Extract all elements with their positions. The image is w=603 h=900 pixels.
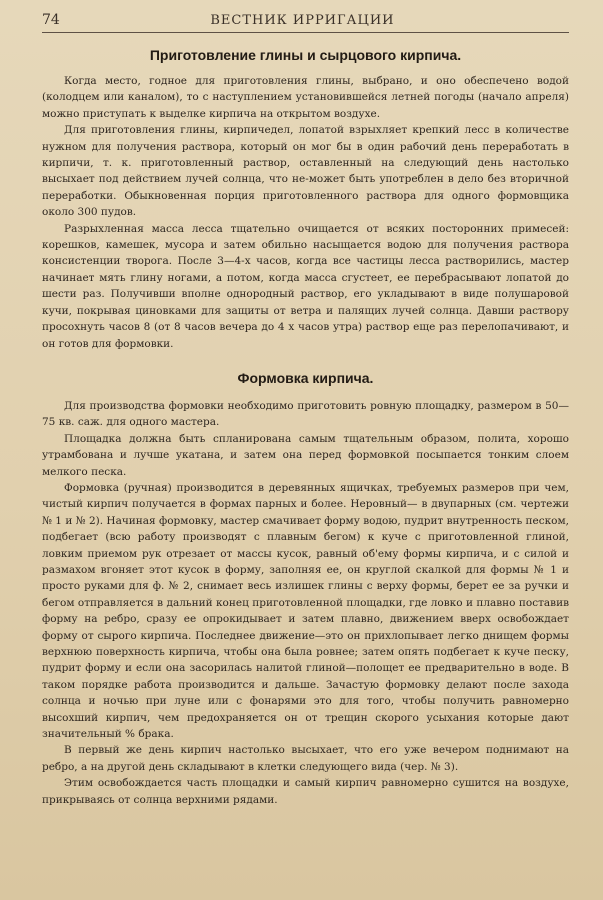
section-body-clay bbox=[42, 73, 569, 352]
header-rule bbox=[42, 32, 569, 33]
paragraph: Формовка (ручная) производится в деревянных ящичках, требуемых размеров при чем, чистый кирпич получается в формах парных и более. Неровный— в двупарных (см. чертежи № 1 и № 2). Начиная формовку, мастер смачивает форму водою, пудрит внутренность песком, подбегает (всю работу производят с плавным бегом) к куче с приготовленной глиной, ловким приемом рук отрезает от массы кусок, равный об'ему формы кирпича, и с силой и размахом вгоняет этот кусок в форму, заполняя ее, он круглой скалкой для формы № 1 и просто руками для ф. № 2, снимает весь излишек глины с верху формы, берет ее за ручки и бегом отправляется в дальний конец приготовленной площадки, где ловко и плавно поставив форму на ребро, сразу ее опрокидывает и затем плавно, движением вверх освобождает форму от сырого кирпича. Последнее движение—это он прихлопывает легко днищем формы верхнюю поверхность кирпича, чтобы она была ровнее; затем опять подбегает к куче песку, пудрит форму и если она засорилась налитой глиной—полощет ее предварительно в воде. В таком порядке работа производится и дальше. Зачастую формовку делают после захода солнца и ночью при луне или с фонарями это для того, чтобы получить равномерно высохший кирпич, чем предохраняется он от трещин скорого усыхания которые дают значительный % брака. bbox=[42, 481, 569, 741]
section-body-molding bbox=[42, 398, 569, 808]
section-title-molding: Формовка кирпича. bbox=[237, 369, 374, 386]
paragraph: Разрыхленная масса лесса тщательно очищается от всяких посторонних примесей: корешков, камешек, мусора и затем обильно насыщается водою для получения раствора консистенции творога. После 3—4-х часов, когда все частицы лесса растворились, мастер начинает мять глину ногами, а потом, когда масса сгустеет, ее перебрасывают лопатой до шести раз. Получивши вполне однородный раствор, его укладывают в виде полушаровой кучи, покрывая циновками для защиты от ветра и палящих лучей солнца. Давши раствору просохнуть часов 8 (от 8 часов вечера до 4 х часов утра) раствор еще раз перелопачивают, и он готов для формовки. bbox=[42, 222, 569, 350]
section-title-clay: Приготовление глины и сырцового кирпича. bbox=[149, 47, 462, 63]
paragraph: В первый же день кирпич настолько высыхает, что его уже вечером поднимают на ребро, а на другой день складывают в клетки следующего вида (чер. № 3). bbox=[42, 744, 569, 773]
journal-title: ВЕСТНИК ИРРИГАЦИИ bbox=[210, 13, 395, 28]
page-number: 74 bbox=[42, 12, 60, 28]
paragraph: Когда место, годное для приготовления глины, выбрано, и оно обеспечено водой (колодцем или каналом), то с наступлением установившейся летней погоды (начало апреля) можно приступать к выделке кирпича на открытом воздухе. bbox=[42, 75, 569, 120]
running-header bbox=[42, 12, 569, 28]
paragraph: Для приготовления глины, кирпичедел, лопатой взрыхляет крепкий лесс в количестве нужном для получения раствора, который он мог бы в один рабочий день переработать в кирпичи, т. к. приготовленный раствор, оставленный на следующий день настолько высыхает под действием лучей солнца, что не-может быть употреблен в дело без вторичной переработки. Обыкновенная порция приготовленного раствора для одного формовщика около 300 пудов. bbox=[42, 124, 569, 219]
paragraph: Для производства формовки необходимо приготовить ровную площадку, размером в 50—75 кв. саж. для одного мастера. bbox=[42, 399, 569, 429]
paragraph: Этим освобождается часть площадки и самый кирпич равномерно сушится на воздухе, прикрываясь от солнца верхними рядами. bbox=[42, 777, 569, 806]
paragraph: Площадка должна быть спланирована самым тщательным образом, полита, хорошо утрамбована и лучше укатана, и затем она перед формовкой посыпается тонким слоем мелкого песка. bbox=[42, 432, 569, 478]
